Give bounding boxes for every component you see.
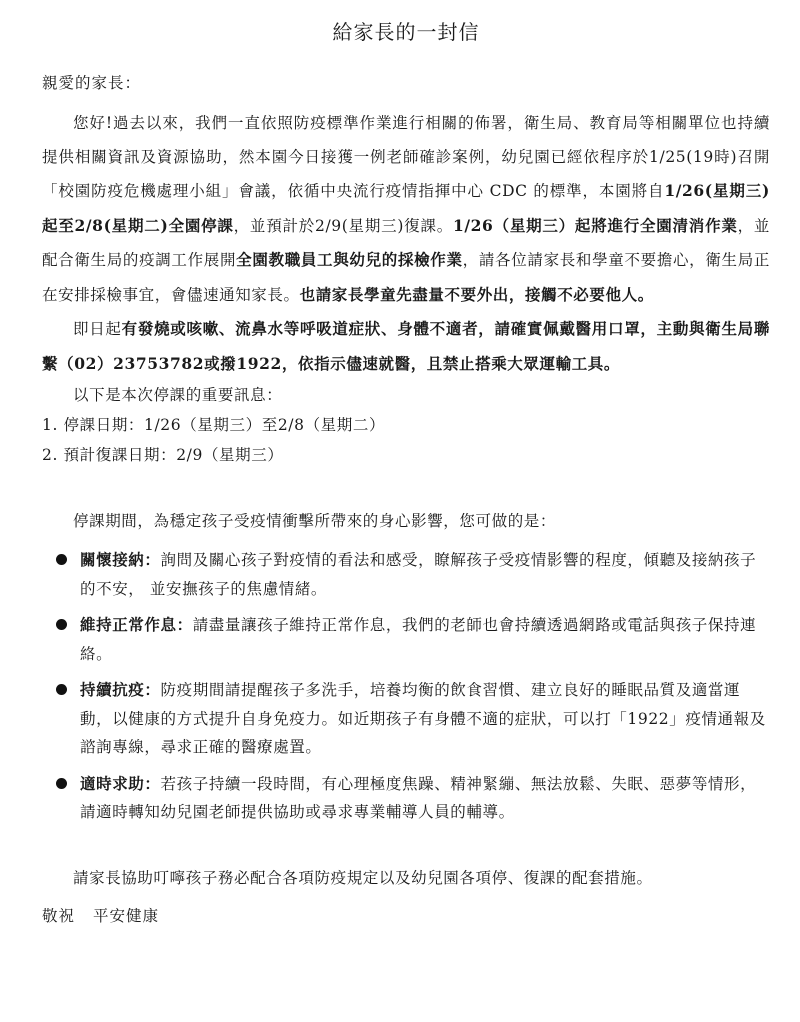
info-intro: 以下是本次停課的重要訊息： — [73, 386, 283, 404]
support-item-head: 持續抗疫： — [80, 680, 161, 699]
bullet-dot-icon — [56, 778, 67, 789]
salutation: 親愛的家長： — [42, 74, 142, 92]
support-item-text: 防疫期間請提醒孩子多洗手，培養均衡的飲食習慣、建立良好的睡眠品質及適當運動，以健康的方式提升自身免疫力。如近期孩子有身體不適的症狀，可以打「1922」疫情通報及諮詢專線，尋求正確的醫療處置。 — [80, 681, 766, 756]
bullet-dot-icon — [56, 619, 67, 630]
p1-text-4: ，請各位請家長和學童不要擔心，衛生局正在安排採檢事宜，會儘速通知家長。 — [42, 251, 770, 304]
support-intro: 停課期間，為穩定孩子受疫情衝擊所帶來的身心影響，您可做的是： — [73, 512, 557, 530]
p1-text-1: 您好!過去以來，我們一直依照防疫標準作業進行相關的佈署，衛生局、教育局等相關單位也持續提供相關資訊及資源協助，然本園今日接獲一例老師確診案例，幼兒園已經依程序於1/25(19時)召開「校園防疫危機處理小組」會議，依循中央流行疫情指揮中心 CDC 的標準，本園將自 — [42, 114, 770, 200]
support-item-head: 關懷接納： — [80, 550, 161, 569]
p1-bold-closure-dates: 1/26(星期三)起至2/8(星期二)全園停課 — [42, 181, 770, 235]
bullet-dot-icon — [56, 684, 67, 695]
support-item-head: 維持正常作息： — [80, 615, 193, 634]
signoff — [42, 901, 770, 931]
list-item: 2. 預計復課日期：2/9（星期三） — [42, 446, 284, 464]
p2-bold-symptoms: 有發燒或咳嗽、流鼻水等呼吸道症狀、身體不適者，請確實佩戴醫用口罩，主動與衛生局聯繫（02）23753782或撥1922，依指示儘速就醫，且禁止搭乘大眾運輸工具。 — [42, 319, 770, 373]
signoff-regards: 敬祝 — [42, 906, 76, 925]
support-item-text: 詢問及關心孩子對疫情的看法和感受，瞭解孩子受疫情影響的程度，傾聽及接納孩子的不安， 並安撫孩子的焦慮情緒。 — [80, 551, 757, 598]
list-item — [54, 676, 770, 762]
support-item-text: 若孩子持續一段時間，有心理極度焦躁、精神緊繃、無法放鬆、失眠、惡夢等情形，請適時轉知幼兒園老師提供協助或尋求專業輔導人員的輔導。 — [80, 774, 757, 821]
paragraph-closure-notice — [42, 107, 770, 312]
paragraph-symptoms — [42, 312, 770, 381]
list-item: 1. 停課日期：1/26（星期三）至2/8（星期二） — [42, 416, 386, 434]
p1-bold-testing: 全園教職員工與幼兒的採檢作業 — [236, 250, 463, 269]
p1-text-3: ，並配合衛生局的疫調工作展開 — [42, 216, 770, 269]
signoff-wish: 平安健康 — [93, 906, 160, 925]
support-item-head: 適時求助： — [80, 773, 161, 793]
list-item — [54, 611, 770, 668]
list-item — [54, 770, 770, 827]
info-section — [42, 381, 770, 470]
p1-bold-disinfection: 1/26（星期三）起將進行全園清消作業 — [453, 215, 738, 235]
letter-title: 給家長的一封信 — [332, 20, 480, 44]
p1-text-2: ，並預計於2/9(星期三)復課。 — [233, 216, 453, 235]
p1-bold-stay-home: 也請家長學童先盡量不要外出，接觸不必要他人。 — [299, 284, 654, 304]
closing-paragraph: 請家長協助叮嚀孩子務必配合各項防疫規定以及幼兒園各項停、復課的配套措施。 — [73, 868, 653, 887]
p2-text-1: 即日起 — [73, 320, 122, 338]
bullet-dot-icon — [56, 554, 67, 565]
list-item — [54, 546, 770, 603]
info-list — [42, 410, 770, 470]
support-list — [42, 546, 770, 827]
support-item-text: 請盡量讓孩子維持正常作息，我們的老師也會持續透過網路或電話與孩子保持連絡。 — [80, 616, 757, 663]
